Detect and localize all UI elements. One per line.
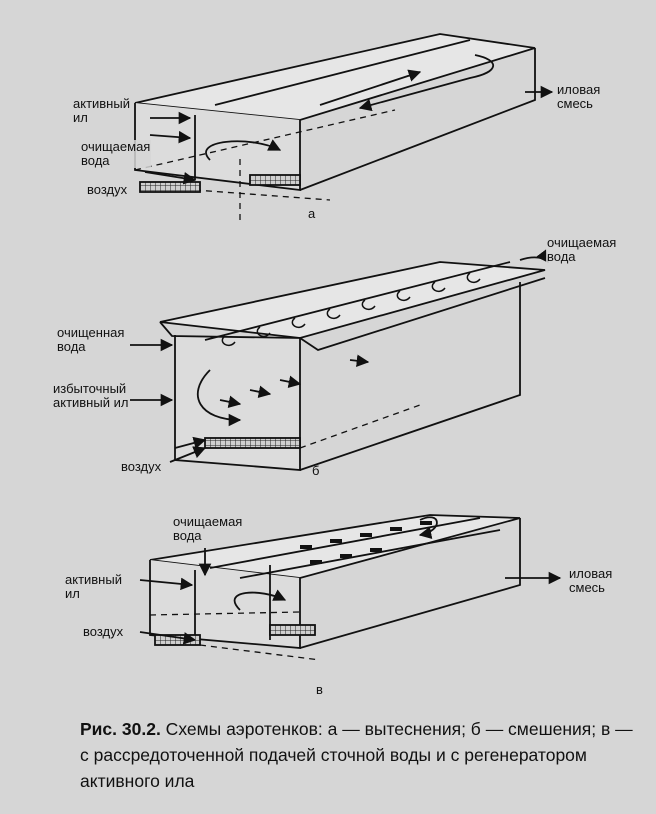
label-b-cleaned-water: очищаемая вода <box>547 235 617 264</box>
caption-label: Рис. 30.2. <box>80 719 161 739</box>
label-b-excess-sludge: избыточный активный ил <box>53 381 129 410</box>
caption-text: Схемы аэротенков: а — вытеснения; б — смешения; в — с рассредоточенной подачей сточной воды и с регенератором активного ила <box>80 719 633 791</box>
label-c-active-sludge: активный ил <box>65 572 122 601</box>
label-b-purified-water: очищенная вода <box>57 325 125 354</box>
label-a-sludge-mixture: иловая смесь <box>557 82 601 111</box>
label-a-active-sludge: активный ил <box>73 96 130 125</box>
tank-b <box>130 257 548 470</box>
label-c-sludge-mixture: иловая смесь <box>569 566 613 595</box>
subfigure-c-label: в <box>316 682 323 697</box>
tank-a <box>135 34 552 220</box>
figure-caption <box>80 716 640 794</box>
subfigure-b-label: б <box>312 463 320 478</box>
subfigure-a-label: а <box>308 206 316 221</box>
label-c-air: воздух <box>83 624 124 639</box>
label-a-cleaned-water: очищаемая вода <box>81 139 151 168</box>
label-a-air: воздух <box>87 182 128 197</box>
label-b-air: воздух <box>121 459 162 474</box>
label-c-cleaned-water: очищаемая вода <box>173 514 243 543</box>
